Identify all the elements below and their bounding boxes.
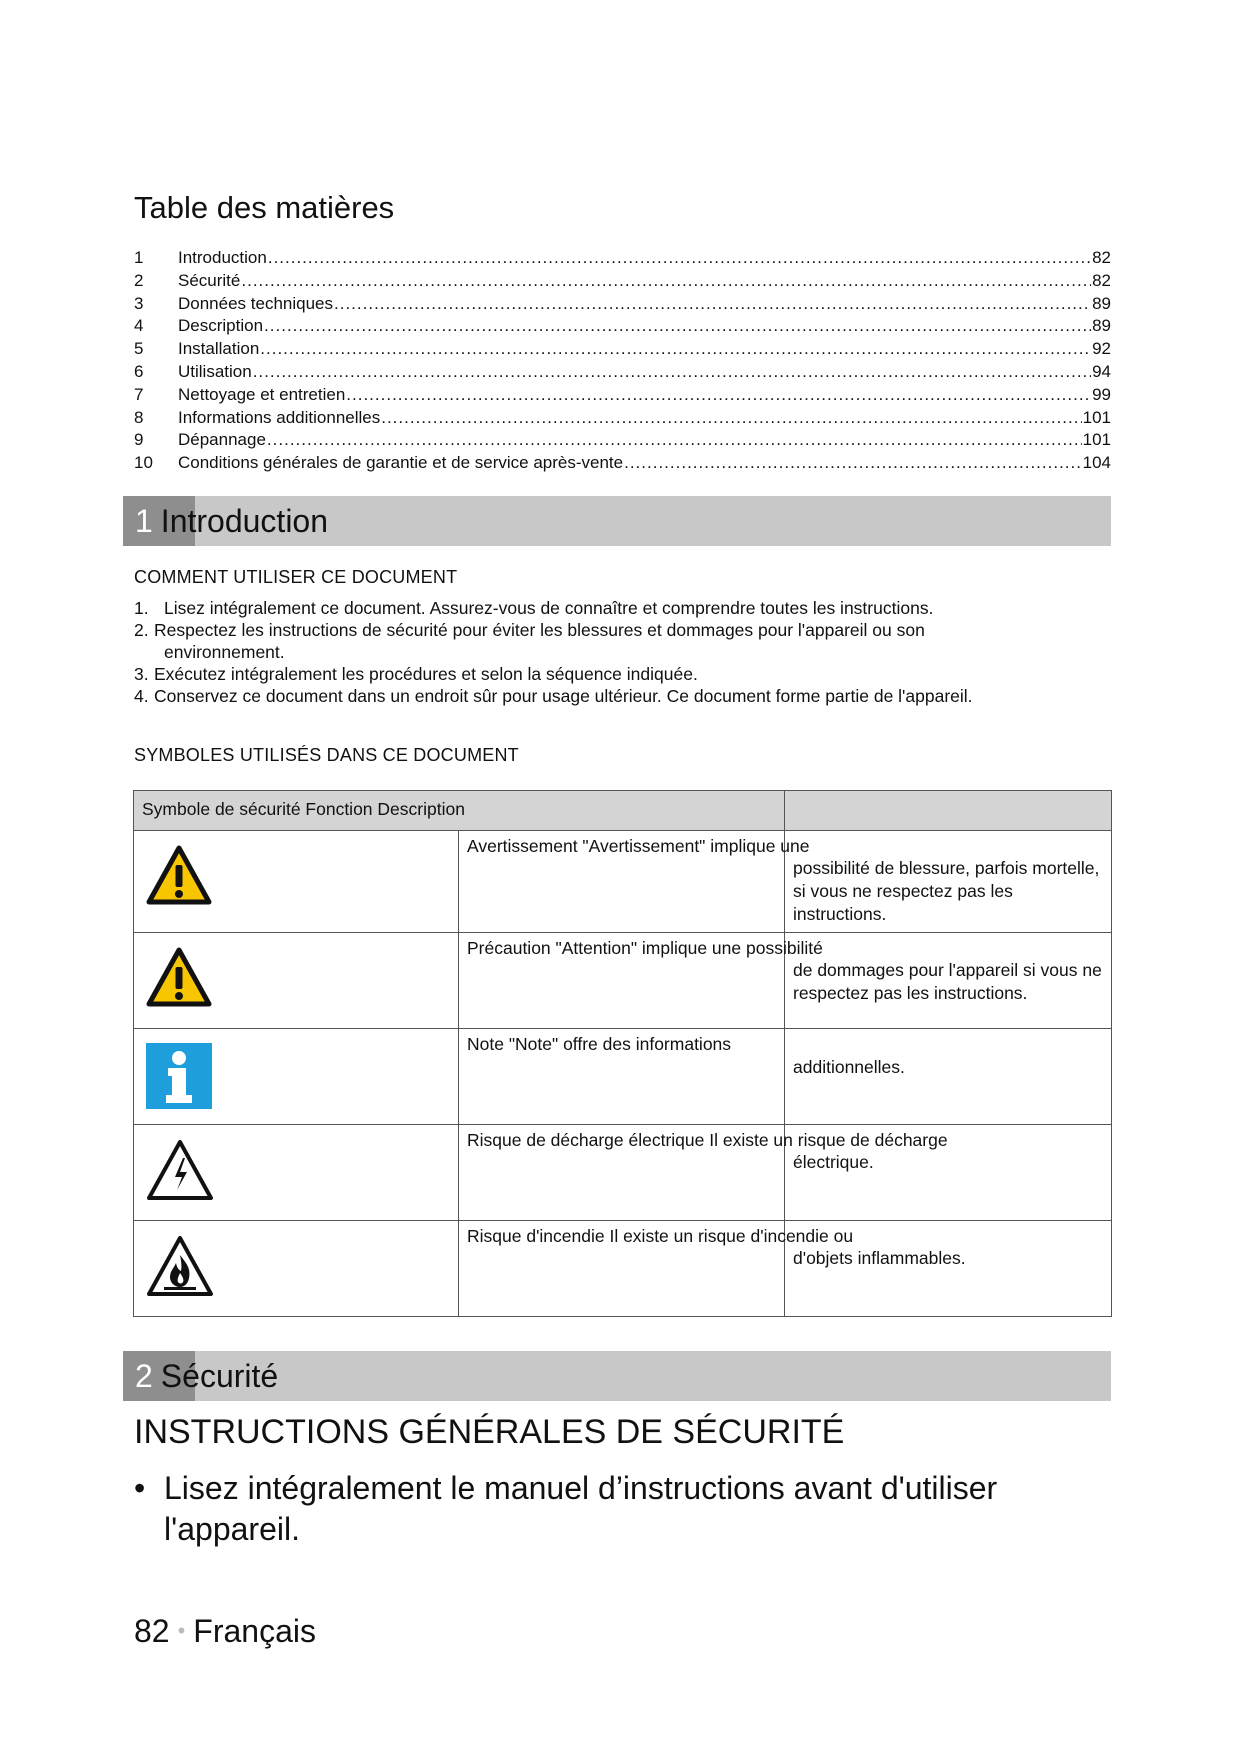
section-title-text: Introduction — [160, 503, 329, 539]
toc-leader-dots — [624, 453, 1082, 473]
step-item-continued — [134, 641, 1114, 663]
toc-entry-number: 8 — [134, 407, 144, 427]
safety-heading: INSTRUCTIONS GÉNÉRALES DE SÉCURITÉ — [134, 1413, 845, 1451]
electric-shock-icon — [146, 1139, 214, 1201]
toc-entry-label: Description — [178, 316, 264, 336]
toc-entry-label: Données techniques — [178, 293, 334, 313]
description-text: de dommages pour l'appareil si vous ne respectez pas les instructions. — [793, 960, 1102, 1003]
step-text: Respectez les instructions de sécurité pour éviter les blessures et dommages pour l'appareil ou son — [154, 620, 925, 640]
function-cell — [459, 1029, 785, 1125]
toc-entry[interactable] — [134, 453, 1111, 476]
toc-entry[interactable] — [134, 316, 1111, 339]
function-cell — [459, 1221, 854, 1317]
toc-entry-label: Nettoyage et entretien — [178, 384, 346, 404]
function-text: Précaution "Attention" implique une possibilité — [467, 938, 823, 958]
toc-entry-number: 9 — [134, 430, 144, 450]
toc-entry-number: 10 — [134, 453, 153, 473]
table-row — [134, 1221, 1112, 1317]
symbols-table — [133, 790, 1112, 1317]
toc-entry-page: 101 — [1082, 430, 1111, 450]
toc-entry-label: Dépannage — [178, 430, 266, 450]
toc-leader-dots — [260, 339, 1091, 359]
table-row — [134, 1125, 1112, 1221]
instruction-steps — [134, 597, 1114, 707]
section-number: 2 — [135, 1358, 153, 1394]
symbol-cell — [134, 1125, 459, 1221]
step-number: 3. — [134, 664, 149, 684]
step-item — [134, 663, 1114, 685]
section-title — [135, 503, 328, 540]
description-text: additionnelles. — [793, 1057, 905, 1077]
toc-entry-page: 89 — [1092, 293, 1111, 313]
toc-entry-page: 104 — [1082, 453, 1111, 473]
toc-entry-label: Informations additionnelles — [178, 407, 381, 427]
toc-entry-label: Utilisation — [178, 361, 252, 381]
toc-entry-number: 5 — [134, 339, 144, 359]
page-number: 82 — [134, 1613, 170, 1649]
toc-entry-number: 7 — [134, 384, 144, 404]
function-text: Note "Note" offre des informations — [467, 1034, 732, 1054]
step-number: 1. — [134, 598, 149, 618]
section-number: 1 — [135, 503, 153, 539]
function-cell — [459, 1125, 948, 1221]
info-icon — [146, 1043, 212, 1109]
toc-entry-label: Introduction — [178, 248, 267, 267]
toc-leader-dots — [346, 385, 1091, 405]
step-text: Lisez intégralement ce document. Assurez-vous de connaître et comprendre toutes les instructions. — [164, 598, 934, 618]
step-text: Exécutez intégralement les procédures et selon la séquence indiquée. — [154, 664, 698, 684]
table-of-contents — [134, 248, 1111, 476]
section-1-header — [123, 496, 1111, 546]
toc-leader-dots — [253, 362, 1091, 382]
toc-title: Table des matières — [134, 190, 395, 225]
toc-entry[interactable] — [134, 294, 1111, 317]
description-cell — [785, 831, 1112, 933]
table-header-cell-empty — [785, 791, 1112, 831]
toc-entry[interactable] — [134, 430, 1111, 453]
description-text: d'objets inflammables. — [793, 1248, 966, 1268]
toc-entry-label: Installation — [178, 339, 260, 359]
toc-entry[interactable] — [134, 385, 1111, 408]
bullet-text: Lisez intégralement le manuel d’instructions avant d'utiliser l'appareil. — [164, 1470, 998, 1547]
toc-entry-number: 3 — [134, 293, 144, 313]
toc-leader-dots — [241, 271, 1091, 291]
table-header-row — [134, 791, 1112, 831]
fire-hazard-icon — [146, 1235, 214, 1297]
page-footer — [134, 1613, 316, 1650]
table-row — [134, 831, 1112, 933]
symbol-cell — [134, 831, 459, 933]
symbol-cell — [134, 933, 459, 1029]
toc-entry-page: 92 — [1092, 339, 1111, 359]
table-row — [134, 933, 1112, 1029]
toc-entry-label: Sécurité — [178, 270, 241, 290]
toc-entry-label: Conditions générales de garantie et de service après-vente — [178, 453, 624, 473]
toc-leader-dots — [264, 316, 1091, 336]
caution-triangle-icon — [146, 947, 212, 1007]
howto-heading: COMMENT UTILISER CE DOCUMENT — [134, 567, 458, 587]
table-row — [134, 1029, 1112, 1125]
toc-leader-dots — [334, 294, 1091, 314]
toc-entry-page: 94 — [1092, 361, 1111, 381]
step-item — [134, 619, 1114, 641]
toc-entry-page: 89 — [1092, 316, 1111, 336]
toc-leader-dots — [267, 430, 1082, 450]
step-item — [134, 597, 1114, 619]
function-text: Risque d'incendie Il existe un risque d'incendie ou — [467, 1226, 854, 1246]
toc-entry[interactable] — [134, 271, 1111, 294]
toc-leader-dots — [268, 248, 1091, 268]
table-header-cell — [134, 791, 785, 831]
toc-entry[interactable] — [134, 248, 1111, 271]
function-cell — [459, 831, 810, 933]
function-text: Avertissement "Avertissement" implique une — [467, 836, 810, 856]
step-number: 2. — [134, 620, 149, 640]
description-text: possibilité de blessure, parfois mortelle, si vous ne respectez pas les instructions. — [793, 858, 1100, 924]
description-text: électrique. — [793, 1152, 874, 1172]
toc-entry[interactable] — [134, 339, 1111, 362]
toc-entry-page: 101 — [1082, 407, 1111, 427]
footer-language: Français — [193, 1613, 316, 1649]
step-item — [134, 685, 1114, 707]
function-text: Risque de décharge électrique Il existe un risque de décharge — [467, 1130, 948, 1150]
section-title-text: Sécurité — [160, 1358, 279, 1394]
toc-entry[interactable] — [134, 408, 1111, 431]
description-cell — [785, 933, 1112, 1029]
table-header-text: Symbole de sécurité Fonction Description — [142, 799, 465, 819]
toc-entry-number: 2 — [134, 270, 144, 290]
footer-separator: • — [177, 1618, 186, 1643]
section-title — [135, 1358, 278, 1395]
section-2-header — [123, 1351, 1111, 1401]
symbols-heading: SYMBOLES UTILISÉS DANS CE DOCUMENT — [134, 745, 519, 765]
safety-bullet — [134, 1468, 1044, 1550]
toc-entry[interactable] — [134, 362, 1111, 385]
step-number: 4. — [134, 686, 149, 706]
toc-entry-page: 82 — [1092, 270, 1111, 290]
function-cell — [459, 933, 823, 1029]
step-text: Conservez ce document dans un endroit sûr pour usage ultérieur. Ce document forme partie de l'appareil. — [154, 686, 973, 706]
symbol-cell — [134, 1029, 459, 1125]
toc-entry-number: 6 — [134, 361, 144, 381]
symbol-cell — [134, 1221, 459, 1317]
toc-entry-page: 82 — [1092, 248, 1111, 267]
toc-entry-page: 99 — [1092, 384, 1111, 404]
toc-leader-dots — [381, 408, 1081, 428]
step-text-continued: environnement. — [164, 642, 285, 662]
toc-entry-number: 4 — [134, 316, 144, 336]
warning-triangle-icon — [146, 845, 212, 905]
description-cell — [785, 1029, 1112, 1125]
toc-entry-number: 1 — [134, 248, 144, 267]
bullet-marker: • — [134, 1470, 146, 1506]
